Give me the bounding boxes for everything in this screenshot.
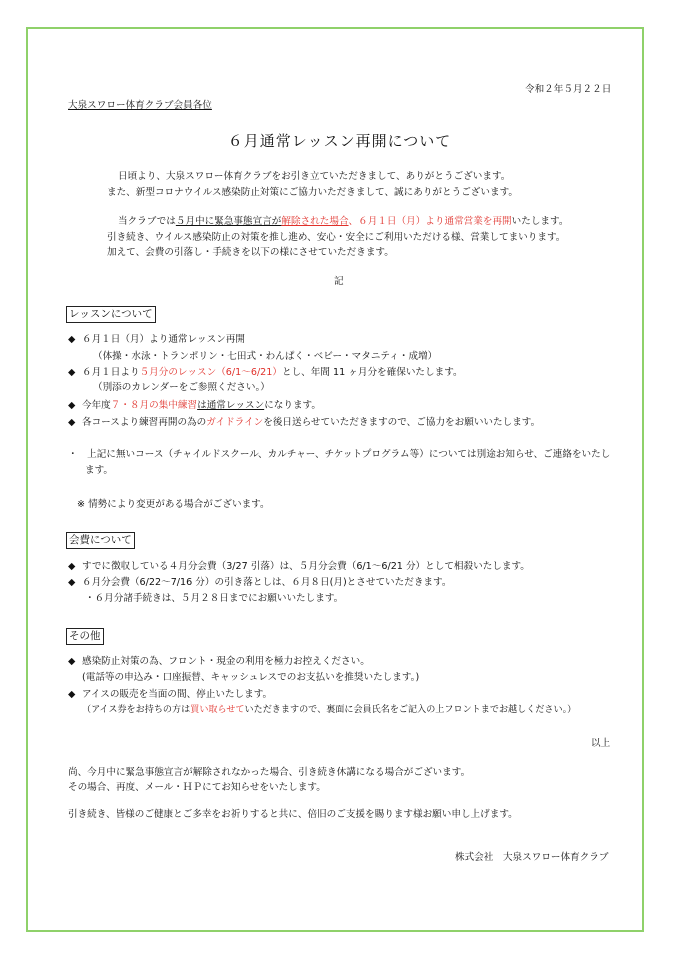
lessons-item-1 xyxy=(68,333,245,346)
lessons-item-3-text: 今年度 xyxy=(82,400,111,411)
lessons-note-1: ・ 上記に無いコース（チャイルドスクール、カルチャー、チケットプログラム等）については別途お知らせ、ご連絡をいたし xyxy=(68,449,611,460)
other-item-2-text: アイスの販売を当面の間、停止いたします。 xyxy=(82,689,273,700)
lessons-item-2-text: ６月１日より xyxy=(82,367,140,378)
diamond-bullet-icon: ◆ xyxy=(68,334,76,345)
closing-line-2: その場合、再度、メール・ＨＰにてお知らせをいたします。 xyxy=(68,782,326,793)
diamond-bullet-icon: ◆ xyxy=(68,417,76,428)
diamond-bullet-icon: ◆ xyxy=(68,367,76,378)
other-item-1-sub: (電話等の申込み・口座振替、キャッシュレスでのお支払いを推奨いたします。) xyxy=(82,672,420,683)
fees-item-2 xyxy=(68,576,451,589)
page-border xyxy=(26,27,644,932)
fees-heading: 会費について xyxy=(66,532,135,549)
lessons-item-2-rest: とし、年間 11 ヶ月分を確保いたします。 xyxy=(281,367,463,378)
lessons-item-2-sub: （別添のカレンダーをご参照ください。） xyxy=(93,382,270,393)
closing-line-1: 尚、今月中に緊急事態宣言が解除されなかった場合、引き続き休講になる場合がございます。 xyxy=(68,767,471,778)
other-item-2-highlight: 買い取らせて xyxy=(190,705,245,715)
date: 令和２年５月２２日 xyxy=(525,84,612,95)
announce-line-3: 加えて、会費の引落し・手続きを以下の様にさせていただきます。 xyxy=(107,247,394,258)
lessons-note-1-cont: ます。 xyxy=(85,465,114,476)
other-item-2-sub xyxy=(82,704,576,717)
page-title: ６月通常レッスン再開について xyxy=(227,132,452,150)
diamond-bullet-icon: ◆ xyxy=(68,400,76,411)
fees-item-2-text: ６月分会費（6/22～7/16 分）の引き落としは、６月８日(月)とさせていただきます。 xyxy=(82,577,452,588)
announce-condition: ５月中に緊急事態宣言が xyxy=(175,216,282,227)
fees-item-2-sub: ・６月分諸手続きは、５月２８日までにお願いいたします。 xyxy=(85,593,344,604)
other-item-1-text: 感染防止対策の為、フロント・現金の利用を極力お控えください。 xyxy=(82,656,370,667)
other-item-2-sub-rest: いただきますので、裏面に会員氏名をご記入の上フロントまでお越しください。） xyxy=(244,705,577,715)
greeting-line-1: 日頃より、大泉スワロー体育クラブをお引き立ていただきまして、ありがとうございます。 xyxy=(118,171,511,182)
other-item-1 xyxy=(68,655,370,668)
fees-item-1 xyxy=(68,560,530,573)
greeting-line-2: また、新型コロナウイルス感染防止対策にご協力いただきまして、誠にありがとうございます。 xyxy=(107,187,518,198)
announce-reopen: 、６月１日（月）より通常営業を再開 xyxy=(348,216,512,227)
other-heading: その他 xyxy=(66,628,104,645)
lessons-item-4 xyxy=(68,416,540,429)
announce-text: 当クラブでは xyxy=(118,216,176,227)
diamond-bullet-icon: ◆ xyxy=(68,689,76,700)
lessons-item-1-sub: （体操・水泳・トランポリン・七田式・わんぱく・ベビー・マタニティ・成増） xyxy=(93,351,438,362)
lessons-item-1-text: ６月１日（月）より通常レッスン再開 xyxy=(82,334,245,345)
lessons-item-4-highlight: ガイドライン xyxy=(206,417,264,428)
lessons-item-2 xyxy=(68,366,463,379)
lessons-item-4-text: 各コースより練習再開の為の xyxy=(82,417,207,428)
lessons-item-3-highlight: ７・８月の集中練習 xyxy=(110,400,198,411)
diamond-bullet-icon: ◆ xyxy=(68,561,76,572)
closing-line-3: 引き続き、皆様のご健康とご多幸をお祈りすると共に、倍旧のご支援を賜ります様お願い申し上げます。 xyxy=(68,809,518,820)
lessons-item-3 xyxy=(68,399,321,412)
announce-line-2: 引き続き、ウイルス感染防止の対策を推し進め、安心・安全にご利用いただける様、営業してまいります。 xyxy=(107,232,566,243)
addressee: 大泉スワロー体育クラブ会員各位 xyxy=(68,100,212,111)
lessons-item-2-highlight: ５月分のレッスン（6/1～6/21） xyxy=(139,367,282,378)
lessons-note-2: ※ 情勢により変更がある場合がございます。 xyxy=(77,499,270,510)
lessons-heading: レッスンについて xyxy=(66,306,156,323)
diamond-bullet-icon: ◆ xyxy=(68,577,76,588)
fees-item-1-text: すでに徴収している４月分会費（3/27 引落）は、５月分会費（6/1～6/21 分）として相殺いたします。 xyxy=(82,561,530,572)
other-item-2-sub-text: （アイス券をお持ちの方は xyxy=(82,705,191,715)
diamond-bullet-icon: ◆ xyxy=(68,656,76,667)
ijo-mark: 以上 xyxy=(591,738,611,749)
announce-line-1 xyxy=(118,215,568,228)
lessons-item-4-rest: を後日送らせていただきますので、ご協力をお願いいたします。 xyxy=(263,417,541,428)
lessons-item-3-rest: になります。 xyxy=(264,400,321,411)
announce-lifted: 解除された場合 xyxy=(281,216,349,227)
other-item-2 xyxy=(68,688,272,701)
signature: 株式会社 大泉スワロー体育クラブ xyxy=(455,852,609,863)
lessons-item-3-underline: は通常レッスン xyxy=(197,400,265,411)
announce-end: いたします。 xyxy=(511,216,569,227)
ki-mark: 記 xyxy=(334,276,344,287)
